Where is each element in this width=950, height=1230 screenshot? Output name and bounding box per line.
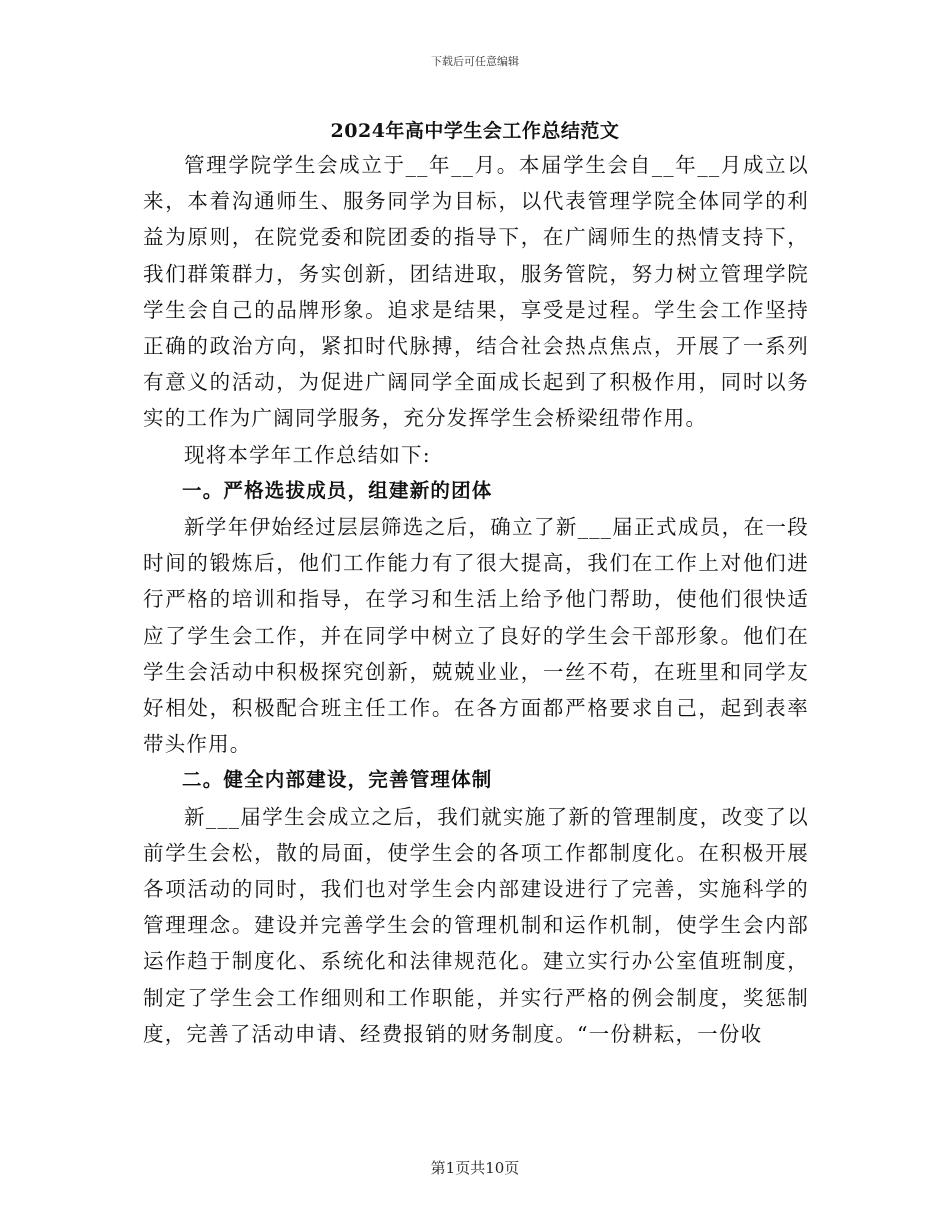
header-note: 下载后可任意编辑 bbox=[431, 55, 519, 68]
document-title: 2024年高中学生会工作总结范文 bbox=[330, 120, 620, 142]
intro-paragraph: 管理学院学生会成立于__年__月。本届学生会自__年__月成立以来，本着沟通师生、服务同学为目标，以代表管理学院全体同学的利益为原则，在院党委和院团委的指导下，在广阔师生的热情支持下，我们群策群力，务实创新，团结进取，服务管院，努力树立管理学院学生会自己的品牌形象。追求是结果，享受是过程。学生会工作坚持正确的政治方向，紧扣时代脉搏，结合社会热点焦点，开展了一系列有意义的活动，为促进广阔同学全面成长起到了积极作用，同时以务实的工作为广阔同学服务，充分发挥学生会桥梁纽带作用。 bbox=[143, 153, 809, 431]
section-2-heading: 二。健全内部建设，完善管理体制 bbox=[182, 768, 493, 792]
section-2-paragraph: 新___届学生会成立之后，我们就实施了新的管理制度，改变了以前学生会松，散的局面，使学生会的各项工作都制度化。在积极开展各项活动的同时，我们也对学生会内部建设进行了完善，实施科学的管理理念。建设并完善学生会的管理机制和运作机制，使学生会内部运作趋于制度化、系统化和法律规范化。建立实行办公室值班制度，制定了学生会工作细则和工作职能，并实行严格的例会制度，奖惩制度，完善了活动申请、经费报销的财务制度。“一份耕耘，一份收 bbox=[143, 804, 809, 1046]
page-number: 第1页共10页 bbox=[430, 1159, 520, 1177]
section-1-paragraph: 新学年伊始经过层层筛选之后，确立了新___届正式成员，在一段时间的锻炼后，他们工作能力有了很大提高，我们在工作上对他们进行严格的培训和指导，在学习和生活上给予他门帮助，使他们很快适应了学生会工作，并在同学中树立了良好的学生会干部形象。他们在学生会活动中积极探究创新，兢兢业业，一丝不苟，在班里和同学友好相处，积极配合班主任工作。在各方面都严格要求自己，起到表率带头作用。 bbox=[143, 515, 809, 757]
section-1-heading: 一。严格选拔成员，组建新的团体 bbox=[182, 478, 493, 502]
document-body bbox=[143, 147, 809, 1052]
summary-lead-paragraph: 现将本学年工作总结如下: bbox=[184, 442, 431, 467]
